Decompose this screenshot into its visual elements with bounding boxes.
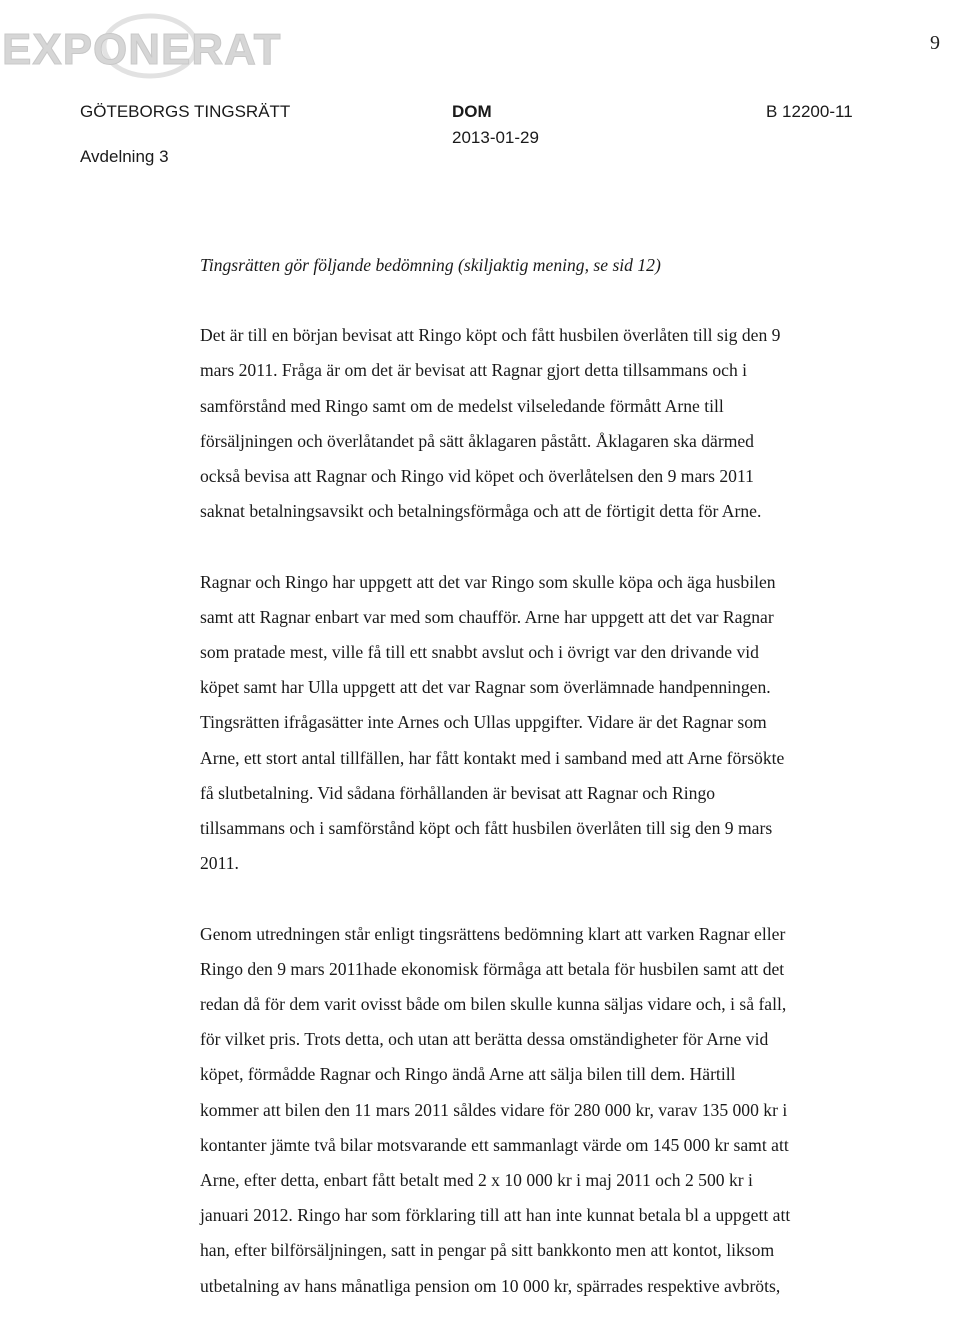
paragraph [200,318,900,529]
paragraph-line: kontanter jämte två bilar motsvarande ett sammanlagt värde om 145 000 kr samt att [200,1134,789,1155]
paragraph-line: samt att Ragnar enbart var med som chaufför. Arne har uppgett att det var Ragnar [200,606,774,627]
paragraph-line: också bevisa att Ragnar och Ringo vid köpet och överlåtelsen den 9 mars 2011 [200,466,754,487]
court-name: GÖTEBORGS TINGSRÄTT [80,102,291,121]
paragraph-line: försäljningen och överlåtandet på sätt åklagaren påstått. Åklagaren ska därmed [200,430,754,451]
paragraph-line: köpet samt har Ulla uppgett att det var Ragnar som överlämnade handpenningen. [200,677,771,698]
page-number: 9 [930,32,940,54]
paragraph-line: han, efter bilförsäljningen, satt in pengar på sitt bankkonto men att kontot, liksom [200,1240,775,1261]
paragraph-line: redan då för dem varit ovisst både om bilen skulle kunna säljas vidare och, i så fall, [200,994,787,1015]
paragraph-line: samförstånd med Ringo samt om de medelst vilseledande förmått Arne till [200,395,724,416]
section-heading: Tingsrätten gör följande bedömning (skiljaktig mening, se sid 12) [200,255,661,275]
paragraph-line: tillsammans och i samförstånd köpt och fått husbilen överlåten till sig den 9 mars [200,818,773,839]
document-body [200,248,900,1339]
paragraph-line: kommer att bilen den 11 mars 2011 såldes vidare för 280 000 kr, varav 135 000 kr i [200,1099,788,1120]
paragraph-line: för vilket pris. Trots detta, och utan att berätta dessa omständigheter för Arne vid [200,1029,769,1050]
department: Avdelning 3 [80,147,169,166]
document-type: DOM [452,102,492,121]
paragraph-line: januari 2012. Ringo har som förklaring till att han inte kunnat betala bl a uppgett att [200,1205,791,1226]
document-date: 2013-01-29 [452,128,539,147]
paragraph-line: Arne, efter detta, enbart fått betalt med 2 x 10 000 kr i maj 2011 och 2 500 kr i [200,1170,753,1191]
paragraph-line: Ringo den 9 mars 2011hade ekonomisk förmåga att betala för husbilen samt att det [200,958,785,979]
paragraph-line: utbetalning av hans månatliga pension om 10 000 kr, spärrades respektive avbröts, [200,1275,781,1296]
paragraph-line: saknat betalningsavsikt och betalningsförmåga och att de förtigit detta för Arne. [200,501,762,522]
logo-graphic [0,0,310,80]
paragraphs [200,318,900,1304]
case-number: B 12200-11 [766,102,853,121]
paragraph-line: mars 2011. Fråga är om det är bevisat att Ragnar gjort detta tillsammans och i [200,360,748,381]
paragraph-line: Arne, ett stort antal tillfällen, har fått kontakt med i samband med att Arne försökte [200,747,785,768]
paragraph-line: Det är till en början bevisat att Ringo köpt och fått husbilen överlåten till sig den 9 [200,325,781,346]
paragraph-line: Genom utredningen står enligt tingsrättens bedömning klart att varken Ragnar eller [200,923,786,944]
paragraph-line: få slutbetalning. Vid sådana förhållanden är bevisat att Ragnar och Ringo [200,782,716,803]
paragraph [200,565,900,882]
paragraph-line: som pratade mest, ville få till ett snabbt avslut och i övrigt var den drivande vid [200,642,759,663]
logo-text: EXPONERAT [2,25,282,74]
paragraph-line: 2011. [200,853,239,874]
paragraph-line: Tingsrätten ifrågasätter inte Arnes och Ullas uppgifter. Vidare är det Ragnar som [200,712,767,733]
paragraph-line: köpet, förmådde Ragnar och Ringo ändå Arne att sälja bilen till dem. Härtill [200,1064,736,1085]
exponerat-logo [0,0,310,80]
paragraph-line: Ragnar och Ringo har uppgett att det var Ringo som skulle köpa och äga husbilen [200,571,776,592]
paragraph [200,917,900,1304]
